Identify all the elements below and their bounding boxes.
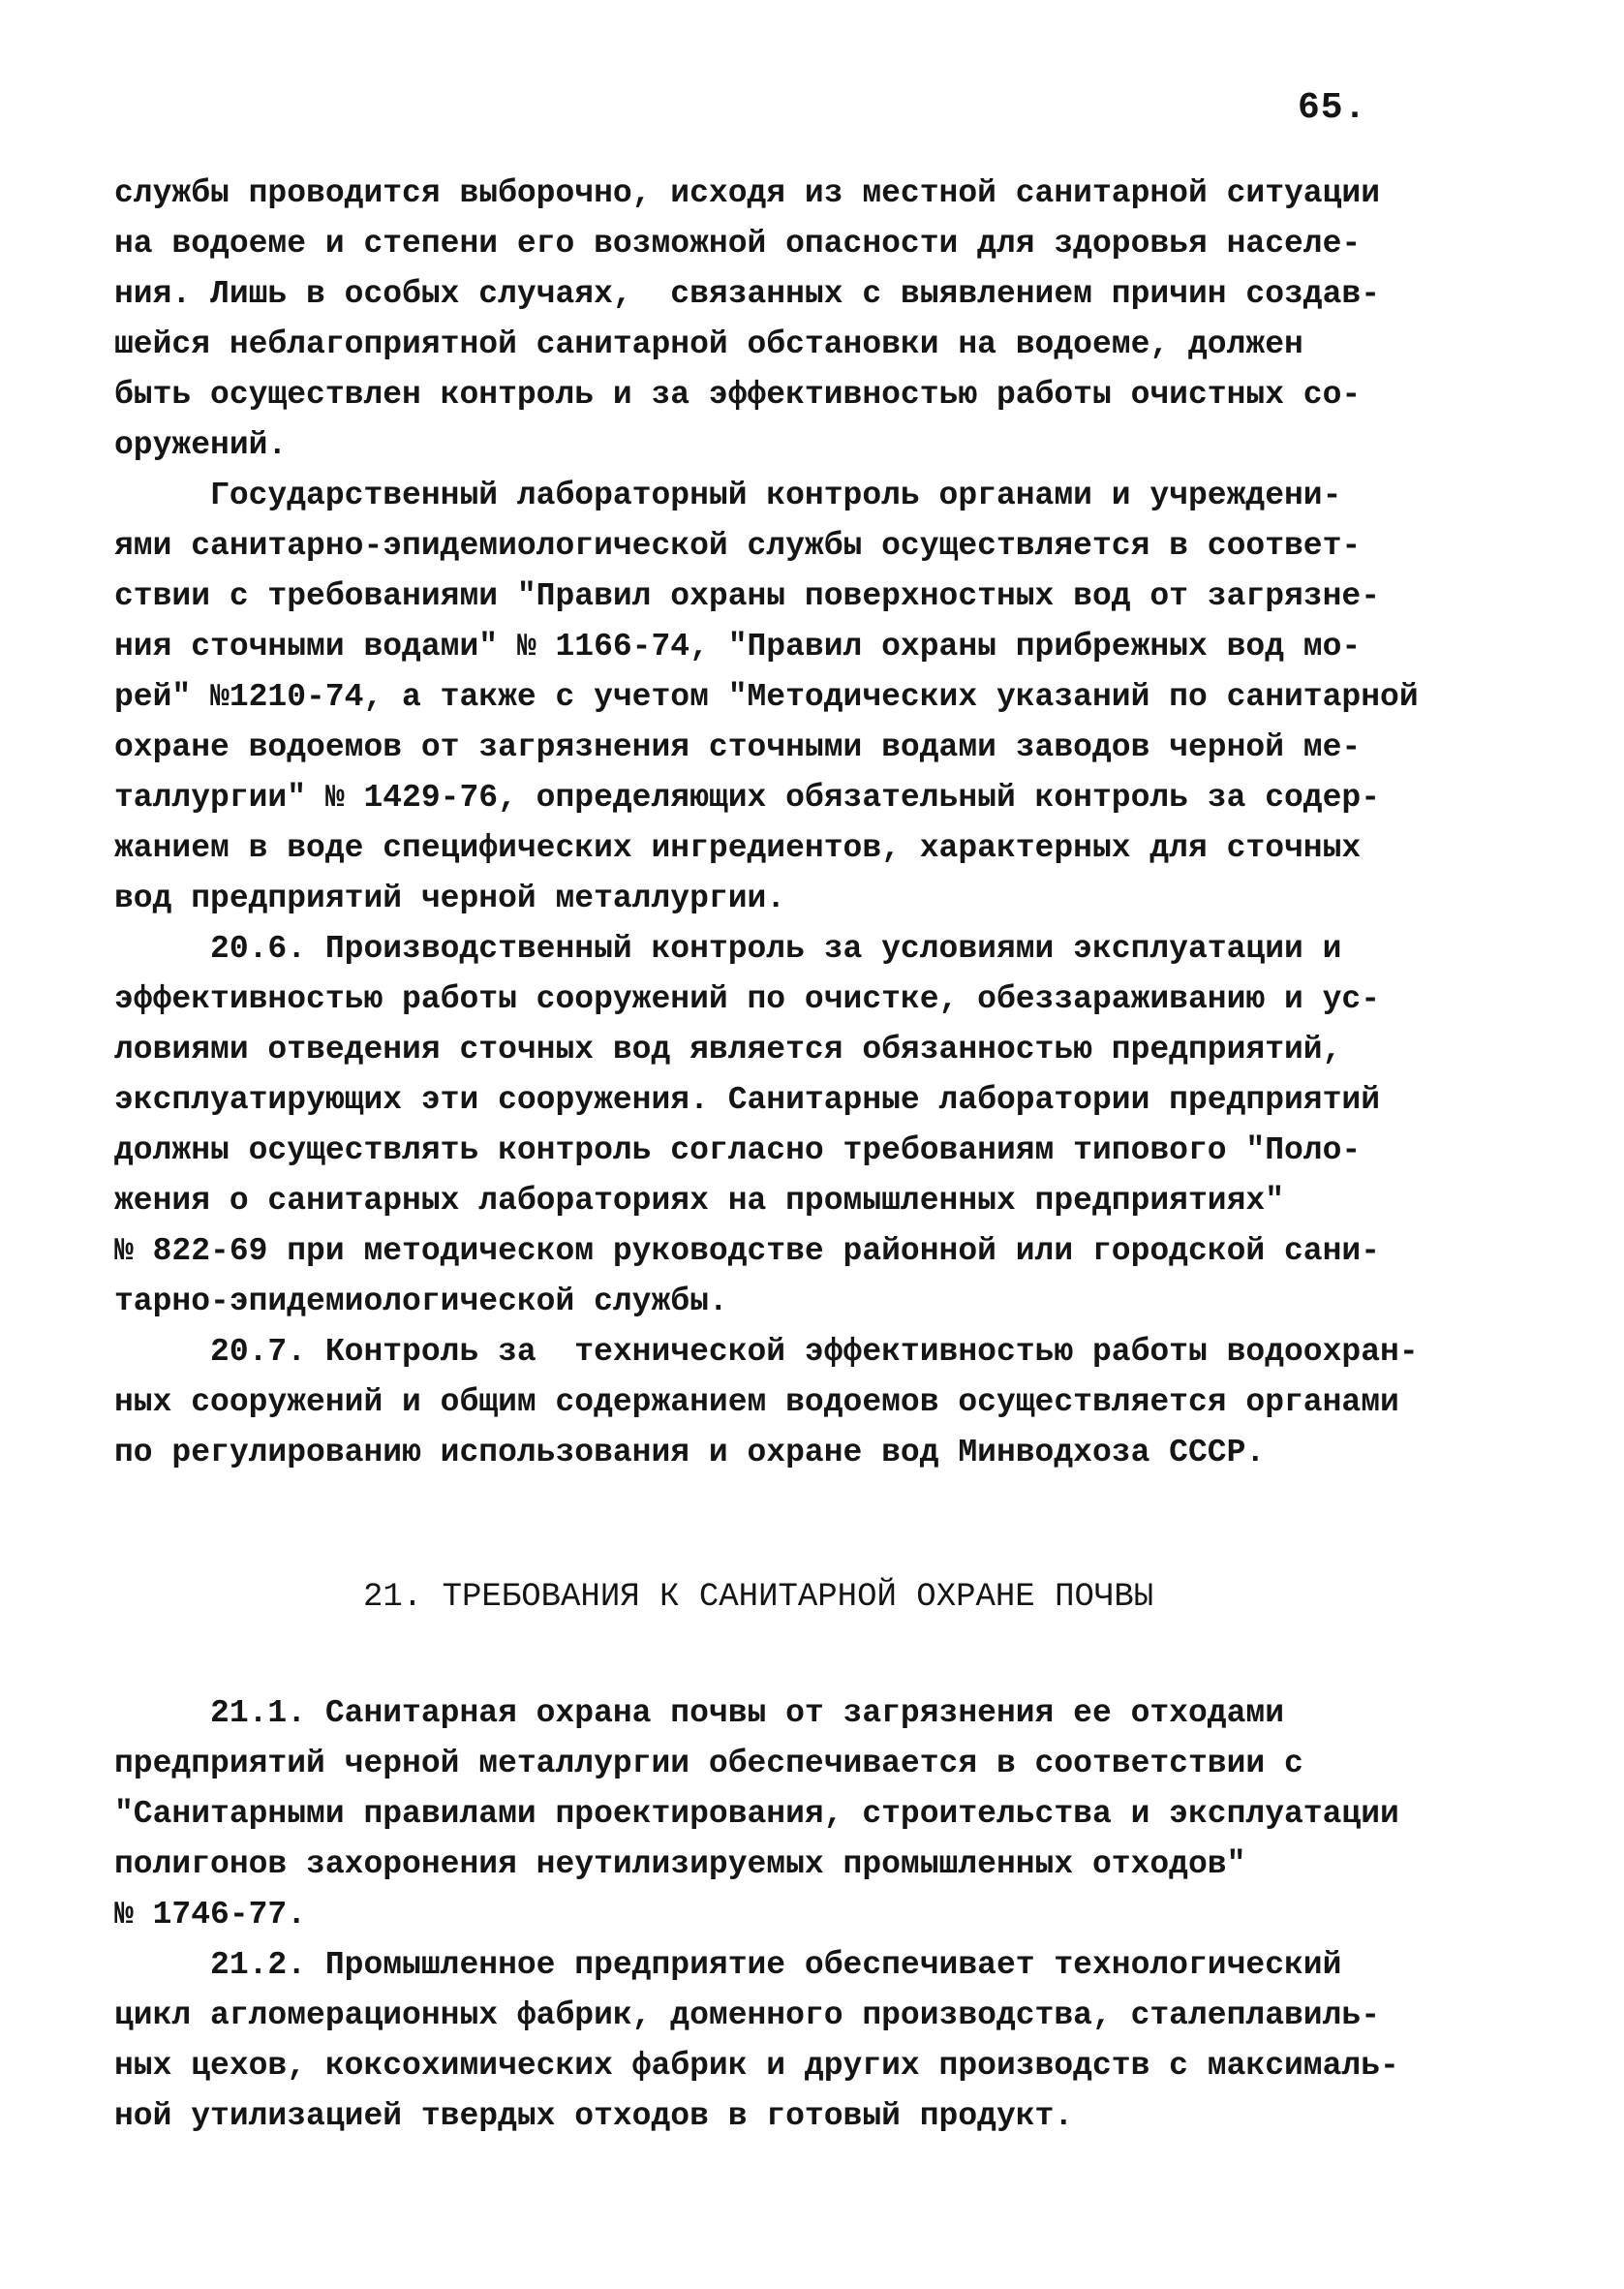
text-line: оружений. (114, 427, 288, 463)
page-number: 65. (1298, 87, 1367, 129)
text-line: № 822-69 при методическом руководстве районной или городской сани- (114, 1233, 1381, 1269)
section-heading: 21. ТРЕБОВАНИЯ К САНИТАРНОЙ ОХРАНЕ ПОЧВЫ (363, 1579, 1154, 1616)
text-line: по регулированию использования и охране вод Минводхоза СССР. (114, 1435, 1266, 1470)
text-line: 20.7. Контроль за технической эффективностью работы водоохран- (114, 1334, 1419, 1370)
text-line: 21.2. Промышленное предприятие обеспечивает технологический (114, 1947, 1342, 1983)
text-line: ных сооружений и общим содержанием водоемов осуществляется органами (114, 1384, 1399, 1420)
text-line: полигонов захоронения неутилизируемых промышленных отходов" (114, 1846, 1246, 1882)
text-line: должны осуществлять контроль согласно требованиям типового "Поло- (114, 1132, 1362, 1168)
text-line: цикл агломерационных фабрик, доменного производства, сталеплавиль- (114, 1997, 1381, 2033)
text-line: жения о санитарных лабораториях на промышленных предприятиях" (114, 1183, 1284, 1219)
text-line: быть осуществлен контроль и за эффективностью работы очистных со- (114, 377, 1362, 413)
text-line: тарно-эпидемиологической службы. (114, 1284, 728, 1319)
text-line: на водоеме и степени его возможной опасности для здоровья населе- (114, 226, 1362, 262)
text-line: ния. Лишь в особых случаях, связанных с выявлением причин создав- (114, 276, 1381, 312)
text-line: ной утилизацией твердых отходов в готовый продукт. (114, 2098, 1074, 2134)
text-line: ных цехов, коксохимических фабрик и других производств с максималь- (114, 2048, 1399, 2084)
text-line: 20.6. Производственный контроль за условиями эксплуатации и (114, 931, 1342, 967)
text-line: охране водоемов от загрязнения сточными водами заводов черной ме- (114, 729, 1362, 765)
text-line: "Санитарными правилами проектирования, строительства и эксплуатации (114, 1796, 1399, 1832)
text-line: ния сточными водами" № 1166-74, "Правил охраны прибрежных вод мо- (114, 629, 1362, 665)
text-line: № 1746-77. (114, 1897, 307, 1933)
text-line: ями санитарно-эпидемиологической службы осуществляется в соответ- (114, 528, 1362, 564)
text-line: ловиями отведения сточных вод является обязанностью предприятий, (114, 1032, 1342, 1067)
text-line: Государственный лабораторный контроль органами и учреждени- (114, 478, 1342, 513)
text-line: 21.1. Санитарная охрана почвы от загрязнения ее отходами (114, 1695, 1284, 1731)
text-line: службы проводится выборочно, исходя из местной санитарной ситуации (114, 175, 1381, 211)
text-line: жанием в воде специфических ингредиентов, характерных для сточных (114, 830, 1362, 866)
text-line: предприятий черной металлургии обеспечивается в соответствии с (114, 1746, 1303, 1781)
text-line: вод предприятий черной металлургии. (114, 881, 786, 916)
text-line: шейся неблагоприятной санитарной обстановки на водоеме, должен (114, 326, 1303, 362)
text-line: рей" №1210-74, а также с учетом "Методических указаний по санитарной (114, 679, 1419, 715)
text-line: таллургии" № 1429-76, определяющих обязательный контроль за содер- (114, 780, 1381, 816)
text-line: эксплуатирующих эти сооружения. Санитарные лаборатории предприятий (114, 1082, 1381, 1118)
text-line: ствии с требованиями "Правил охраны поверхностных вод от загрязне- (114, 578, 1381, 614)
text-line: эффективностью работы сооружений по очистке, обеззараживанию и ус- (114, 981, 1381, 1017)
